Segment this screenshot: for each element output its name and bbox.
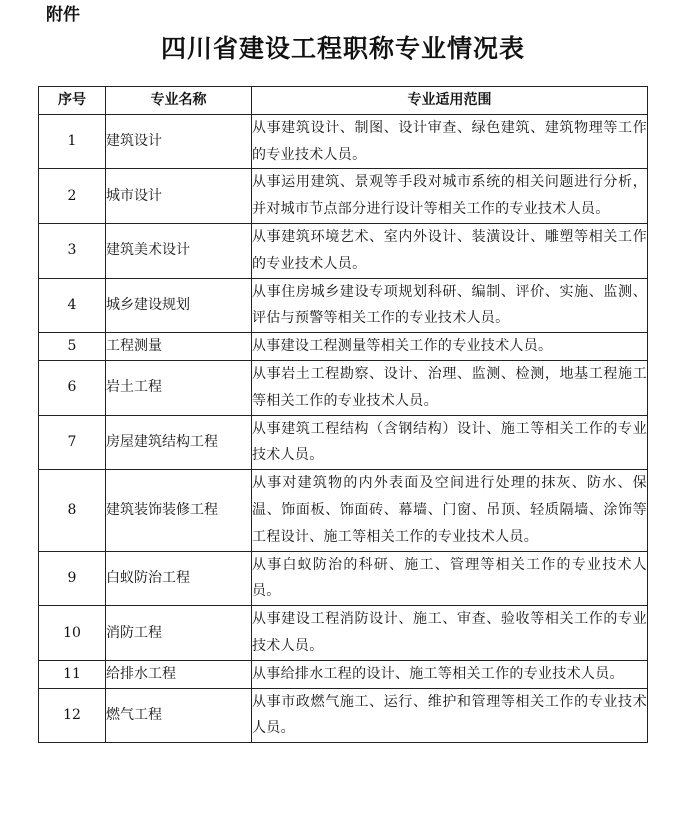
table-row bbox=[39, 415, 648, 470]
table-row bbox=[39, 114, 648, 169]
row-scope: 从事建设工程消防设计、施工、审查、验收等相关工作的专业技术人员。 bbox=[252, 606, 648, 661]
row-name: 房屋建筑结构工程 bbox=[106, 415, 252, 470]
attachment-label: 附件 bbox=[46, 5, 80, 25]
row-name: 工程测量 bbox=[106, 333, 252, 361]
row-name: 白蚁防治工程 bbox=[106, 551, 252, 606]
row-scope: 从事建筑环境艺术、室内外设计、装潢设计、雕塑等相关工作的专业技术人员。 bbox=[252, 223, 648, 278]
row-seq: 4 bbox=[39, 278, 106, 333]
row-scope: 从事对建筑物的内外表面及空间进行处理的抹灰、防水、保温、饰面板、饰面砖、幕墙、门窗、吊顶、轻质隔墙、涂饰等工程设计、施工等相关工作的专业技术人员。 bbox=[252, 470, 648, 551]
row-scope: 从事市政燃气施工、运行、维护和管理等相关工作的专业技术人员。 bbox=[252, 688, 648, 743]
row-scope: 从事运用建筑、景观等手段对城市系统的相关问题进行分析，并对城市节点部分进行设计等相关工作的专业技术人员。 bbox=[252, 169, 648, 224]
row-seq: 11 bbox=[39, 660, 106, 688]
row-name: 燃气工程 bbox=[106, 688, 252, 743]
row-name: 建筑美术设计 bbox=[106, 223, 252, 278]
column-header-seq: 序号 bbox=[39, 87, 106, 115]
row-name: 消防工程 bbox=[106, 606, 252, 661]
row-seq: 6 bbox=[39, 360, 106, 415]
table-row bbox=[39, 470, 648, 551]
row-seq: 1 bbox=[39, 114, 106, 169]
row-seq: 2 bbox=[39, 169, 106, 224]
row-seq: 12 bbox=[39, 688, 106, 743]
row-scope: 从事建筑设计、制图、设计审查、绿色建筑、建筑物理等工作的专业技术人员。 bbox=[252, 114, 648, 169]
row-seq: 5 bbox=[39, 333, 106, 361]
row-scope: 从事建筑工程结构（含钢结构）设计、施工等相关工作的专业技术人员。 bbox=[252, 415, 648, 470]
row-name: 建筑设计 bbox=[106, 114, 252, 169]
row-name: 城乡建设规划 bbox=[106, 278, 252, 333]
row-scope: 从事白蚁防治的科研、施工、管理等相关工作的专业技术人员。 bbox=[252, 551, 648, 606]
row-seq: 7 bbox=[39, 415, 106, 470]
row-seq: 9 bbox=[39, 551, 106, 606]
row-name: 岩土工程 bbox=[106, 360, 252, 415]
row-seq: 3 bbox=[39, 223, 106, 278]
table-row bbox=[39, 169, 648, 224]
table-row bbox=[39, 688, 648, 743]
table-row bbox=[39, 278, 648, 333]
table-row bbox=[39, 360, 648, 415]
table-row bbox=[39, 660, 648, 688]
column-header-name: 专业名称 bbox=[106, 87, 252, 115]
table-row bbox=[39, 606, 648, 661]
row-name: 建筑装饰装修工程 bbox=[106, 470, 252, 551]
row-seq: 8 bbox=[39, 470, 106, 551]
page-title: 四川省建设工程职称专业情况表 bbox=[160, 34, 525, 63]
row-seq: 10 bbox=[39, 606, 106, 661]
row-name: 给排水工程 bbox=[106, 660, 252, 688]
row-scope: 从事建设工程测量等相关工作的专业技术人员。 bbox=[252, 333, 648, 361]
column-header-scope: 专业适用范围 bbox=[252, 87, 648, 115]
majors-table bbox=[38, 86, 648, 743]
table-header-row bbox=[39, 87, 648, 115]
row-scope: 从事住房城乡建设专项规划科研、编制、评价、实施、监测、评估与预警等相关工作的专业技术人员。 bbox=[252, 278, 648, 333]
table-row bbox=[39, 551, 648, 606]
table-row bbox=[39, 223, 648, 278]
row-name: 城市设计 bbox=[106, 169, 252, 224]
row-scope: 从事给排水工程的设计、施工等相关工作的专业技术人员。 bbox=[252, 660, 648, 688]
row-scope: 从事岩土工程勘察、设计、治理、监测、检测，地基工程施工等相关工作的专业技术人员。 bbox=[252, 360, 648, 415]
table-row bbox=[39, 333, 648, 361]
